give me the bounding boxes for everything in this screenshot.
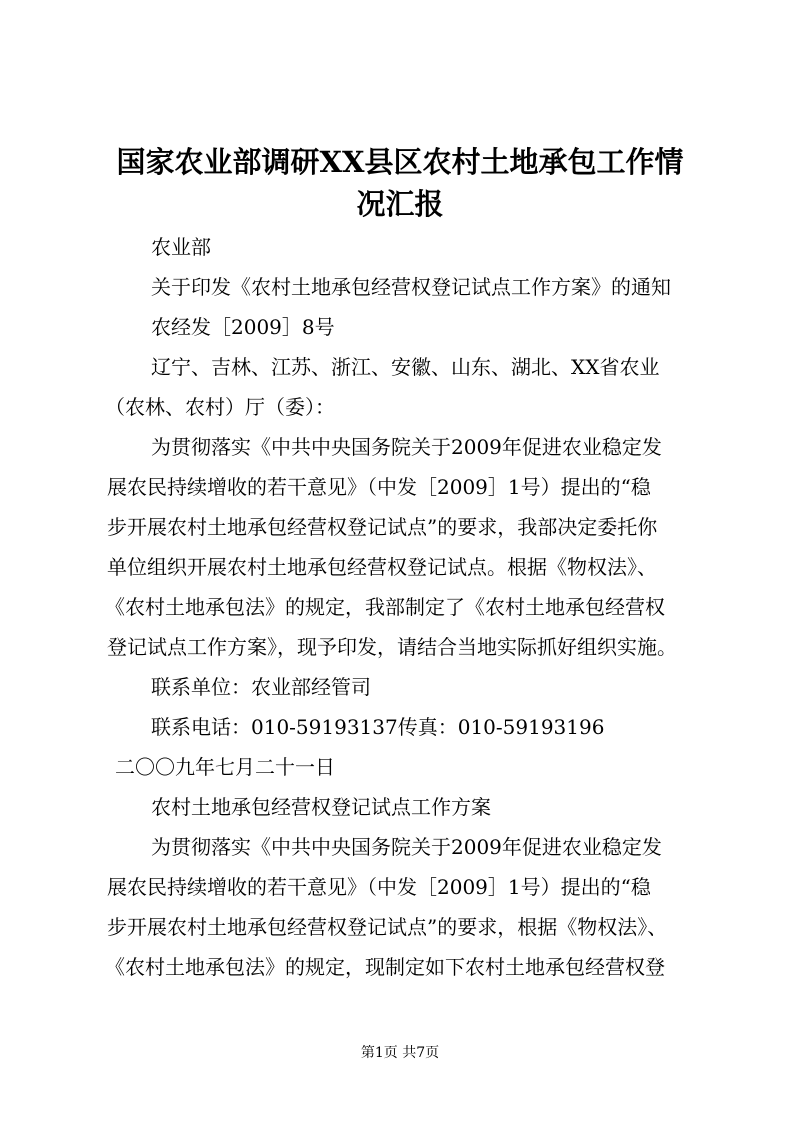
paragraph-line: 展农民持续增收的若干意见》（中发［2009］1号）提出的“稳 (107, 875, 651, 899)
document-title-line-2: 况汇报 (356, 187, 444, 221)
paragraph-line: 辽宁、吉林、江苏、浙江、安徽、山东、湖北、XX省农业 (151, 355, 660, 379)
paragraph-line: 联系电话：010-59193137传真：010-59193196 (151, 715, 605, 739)
paragraph-line: 联系单位：农业部经管司 (151, 675, 371, 699)
paragraph-line: 登记试点工作方案》，现予印发，请结合当地实际抓好组织实施。 (107, 635, 677, 659)
page-number-footer: 第1页 共7页 (360, 1045, 440, 1061)
paragraph-line: 步开展农村土地承包经营权登记试点”的要求，我部决定委托你 (107, 515, 658, 539)
paragraph-line: 展农民持续增收的若干意见》（中发［2009］1号）提出的“稳 (107, 475, 651, 499)
paragraph-line: （农林、农村）厅（委）： (105, 395, 335, 419)
paragraph-line: 为贯彻落实《中共中央国务院关于2009年促进农业稳定发 (151, 835, 662, 859)
paragraph-line: 农业部 (151, 235, 211, 259)
paragraph-line: 农村土地承包经营权登记试点工作方案 (151, 795, 491, 819)
paragraph-line: 关于印发《农村土地承包经营权登记试点工作方案》的通知 (151, 275, 671, 299)
paragraph-line: 二〇〇九年七月二十一日 (115, 755, 335, 779)
paragraph-line: 单位组织开展农村土地承包经营权登记试点。根据《物权法》、 (107, 555, 657, 579)
paragraph-line: 农经发［2009］8号 (151, 315, 335, 339)
paragraph-line: 《农村土地承包法》的规定，我部制定了《农村土地承包经营权 (105, 595, 665, 619)
document-title-line-1: 国家农业部调研XX县区农村土地承包工作情 (116, 145, 684, 179)
paragraph-line: 《农村土地承包法》的规定，现制定如下农村土地承包经营权登 (105, 955, 665, 979)
paragraph-line: 步开展农村土地承包经营权登记试点”的要求，根据《物权法》、 (107, 915, 668, 939)
paragraph-line: 为贯彻落实《中共中央国务院关于2009年促进农业稳定发 (151, 435, 662, 459)
